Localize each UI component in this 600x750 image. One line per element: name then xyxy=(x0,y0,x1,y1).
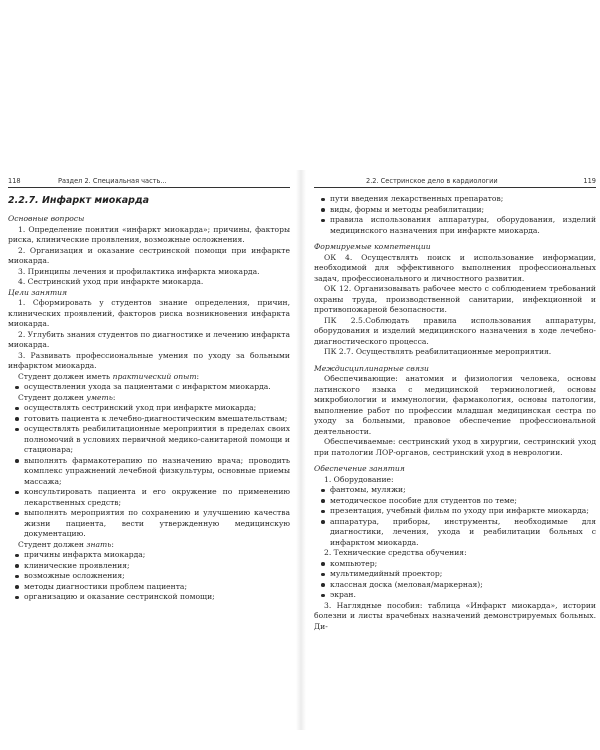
goal-item: 3. Развивать профессиональные умения по уходу за больными инфарктом миокарда. xyxy=(8,350,290,370)
right-page xyxy=(314,176,596,632)
knowledge-lead-text: Студент должен xyxy=(18,539,87,549)
visual-aids-item: 3. Наглядные пособия: таблица «Инфаркт миокарда», истории болезни и листы врачебных назначений демонстрируемых больных. Ди- xyxy=(314,600,596,631)
skills-lead-text: Студент должен xyxy=(18,392,87,402)
list-item: выполнять фармакотерапию по назначению врача; проводить комплекс упражнений лечебной физкультуры, основные приемы массажа; xyxy=(8,456,290,488)
interdisciplinary-item: Обеспечивающие: анатомия и физиология человека, основы латинского языка с медицинской терминологией, основы микробиологии и иммунологии, фармакология, основы патологии, выполнение работ по профессии младшая медицинская сестра по уходу за больными, правовое обеспечение профессиональной деятельности. xyxy=(314,374,596,436)
competency-item: ПК 2.7. Осуществлять реабилитационные мероприятия. xyxy=(324,347,552,356)
list-item: осуществления ухода за пациентами с инфарктом миокарда. xyxy=(8,382,290,393)
list-item: выполнять мероприятия по сохранению и улучшению качества жизни пациента, вести утвержденную медицинскую документацию. xyxy=(8,508,290,540)
knowledge-lead: Студент должен знать: xyxy=(18,539,114,549)
list-item: презентация, учебный фильм по уходу при инфаркте миокарда; xyxy=(314,506,596,517)
goal-item: 1. Сформировать у студентов знание определения, причин, клинических проявлений, факторов риска возникновения инфаркта миокарда. xyxy=(8,298,290,328)
right-page-header xyxy=(314,176,596,188)
competencies-heading: Формируемые компетенции xyxy=(314,242,431,251)
list-item: компьютер; xyxy=(314,559,596,570)
goal-item: 2. Углубить знания студентов по диагностике и лечению инфаркта миокарда. xyxy=(8,329,290,349)
running-head: Раздел 2. Специальная часть... xyxy=(58,177,167,185)
list-item: мультимедийный проектор; xyxy=(314,569,596,580)
interdisciplinary-item: Обеспечиваемые: сестринский уход в хирургии, сестринский уход при патологии ЛОР-органов, сестринский уход в неврологии. xyxy=(314,437,596,457)
skills-lead: Студент должен уметь: xyxy=(18,392,116,402)
experience-lead: Студент должен иметь практический опыт: xyxy=(18,371,200,381)
page-gutter xyxy=(296,170,306,730)
list-item: готовить пациента к лечебно-диагностическим вмешательствам; xyxy=(8,414,290,425)
basic-questions-heading: Основные вопросы xyxy=(8,214,85,223)
running-head: 2.2. Сестринское дело в кардиологии xyxy=(366,177,498,185)
list-item: осуществлять реабилитационные мероприятия в пределах своих полномочий в условиях первичной медико-санитарной помощи и стационара; xyxy=(8,424,290,456)
competency-item: ПК 2.5.Соблюдать правила использования аппаратуры, оборудования и изделий медицинского назначения в ходе лечебно-диагностического процесса. xyxy=(314,315,596,346)
experience-list xyxy=(8,382,290,393)
continued-knowledge-list xyxy=(314,194,596,236)
skills-term: уметь xyxy=(86,392,113,402)
list-item: консультировать пациента и его окружение по применению лекарственных средств; xyxy=(8,487,290,508)
equipment-list xyxy=(314,485,596,548)
list-item: фантомы, муляжи; xyxy=(314,485,596,496)
list-item: аппаратура, приборы, инструменты, необходимые для диагностики, лечения, ухода и реабилитации больных с инфарктом миокарда. xyxy=(314,517,596,549)
list-item: правила использования аппаратуры, оборудования, изделий медицинского назначения при инфаркте миокарда. xyxy=(314,215,596,236)
list-item: возможные осложнения; xyxy=(8,571,290,582)
page-number: 119 xyxy=(583,177,596,185)
list-item: классная доска (меловая/маркерная); xyxy=(314,580,596,591)
page-number: 118 xyxy=(8,177,21,185)
interdisciplinary-heading: Междисциплинарные связи xyxy=(314,363,429,373)
skills-list xyxy=(8,403,290,540)
left-page-header xyxy=(8,176,290,188)
list-item: экран. xyxy=(314,590,596,601)
basic-question: 2. Организация и оказание сестринской помощи при инфаркте миокарда. xyxy=(8,245,290,265)
tech-list xyxy=(314,559,596,601)
basic-question: 1. Определение понятия «инфаркт миокарда»; причины, факторы риска, клинические проявления, возможные осложнения. xyxy=(8,224,290,244)
basic-question: 3. Принципы лечения и профилактика инфаркта миокарда. xyxy=(18,266,260,276)
list-item: осуществлять сестринский уход при инфаркте миокарда; xyxy=(8,403,290,414)
equipment-item: 2. Технические средства обучения: xyxy=(324,548,467,557)
left-page xyxy=(8,176,290,603)
knowledge-term: знать xyxy=(86,539,112,549)
list-item: виды, формы и методы реабилитации; xyxy=(314,205,596,216)
competency-item: ОК 12. Организовывать рабочее место с соблюдением требований охраны труда, производственной санитарии, инфекционной и противопожарной безопасности. xyxy=(314,284,596,314)
basic-question: 4. Сестринский уход при инфаркте миокарда. xyxy=(18,277,204,286)
list-item: методическое пособие для студентов по теме; xyxy=(314,496,596,507)
competency-item: ОК 4. Осуществлять поиск и использование информации, необходимой для эффективного выполнения профессиональных задач, профессионального и личностного развития. xyxy=(314,252,596,283)
experience-lead-text: Студент должен иметь xyxy=(18,371,113,381)
equipment-item: 1. Оборудование: xyxy=(324,474,394,484)
list-item: клинические проявления; xyxy=(8,561,290,572)
section-title: 2.2.7. Инфаркт миокарда xyxy=(8,195,150,206)
knowledge-list xyxy=(8,550,290,603)
equipment-heading: Обеспечение занятия xyxy=(314,464,405,473)
list-item: организацию и оказание сестринской помощи; xyxy=(8,592,290,603)
list-item: причины инфаркта миокарда; xyxy=(8,550,290,561)
list-item: методы диагностики проблем пациента; xyxy=(8,582,290,593)
goals-heading: Цели занятия xyxy=(8,287,68,297)
list-item: пути введения лекарственных препаратов; xyxy=(314,194,596,205)
experience-term: практический опыт xyxy=(112,371,197,381)
